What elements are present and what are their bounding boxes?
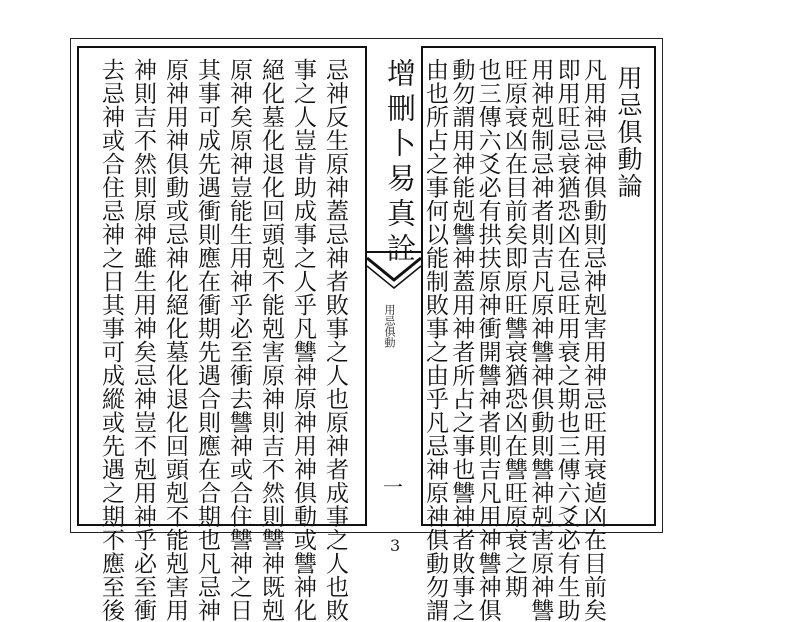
book-spine [365,46,423,526]
spine-title: 增刪卜易真詮 [383,58,417,268]
text-column: 原神用神俱動或忌神化絕化墓化退化回頭剋不能剋害用 [162,58,188,622]
text-column: 原神矣原神豈能生用神乎必至衝去讐神或合住讐神之日 [226,58,252,622]
text-column: 用神剋制忌神者則吉凡原神讐神俱動則讐神剋害原神讐 [527,58,554,622]
spine-page-number: 一 [383,475,403,499]
text-column: 由也所占之事何以能制敗事之由乎凡忌神原神俱動勿謂 [422,58,448,622]
page-number: 3 [390,536,401,555]
text-column: 忌神反生原神蓋忌神者敗事之人也原神者成事之人也敗 [322,58,348,622]
text-column: 即用旺忌衰猶恐凶在忌旺用衰之期也三傳六爻必有生助 [553,58,580,622]
fish-tail-ornament [367,250,421,290]
text-column: 動勿謂用神能剋讐神蓋用神者所占之事也讐神者敗事之 [448,58,475,622]
chapter-heading: 用忌俱動論 [614,65,643,200]
spine-section-label: 用忌俱動 [383,304,396,348]
text-column: 去忌神或合住忌神之日其事可成縱或先遇之期不應至後 [98,58,124,622]
text-column: 事之人豈肯助成事之人乎凡讐神原神用神俱動或讐神化 [290,58,316,622]
text-column: 也三傳六爻必有拱扶原神衝開讐神者則吉凡用神讐神俱 [474,58,501,622]
text-column: 神則吉不然則原神雖生用神矣忌神豈不剋用神乎必至衝 [130,58,156,622]
text-column: 其事可成先遇衝則應在衝期先遇合則應在合期也凡忌神 [194,58,220,622]
text-column: 絕化墓化退化回頭剋不能剋害原神則吉不然則讐神既剋 [258,58,284,622]
text-column: 凡用神忌神俱動則忌神剋害用神忌旺用衰逌凶在目前矣 [580,58,606,622]
text-column: 旺原衰凶在目前矣即原旺讐衰猶恐凶在讐旺原衰之期 [501,58,527,599]
